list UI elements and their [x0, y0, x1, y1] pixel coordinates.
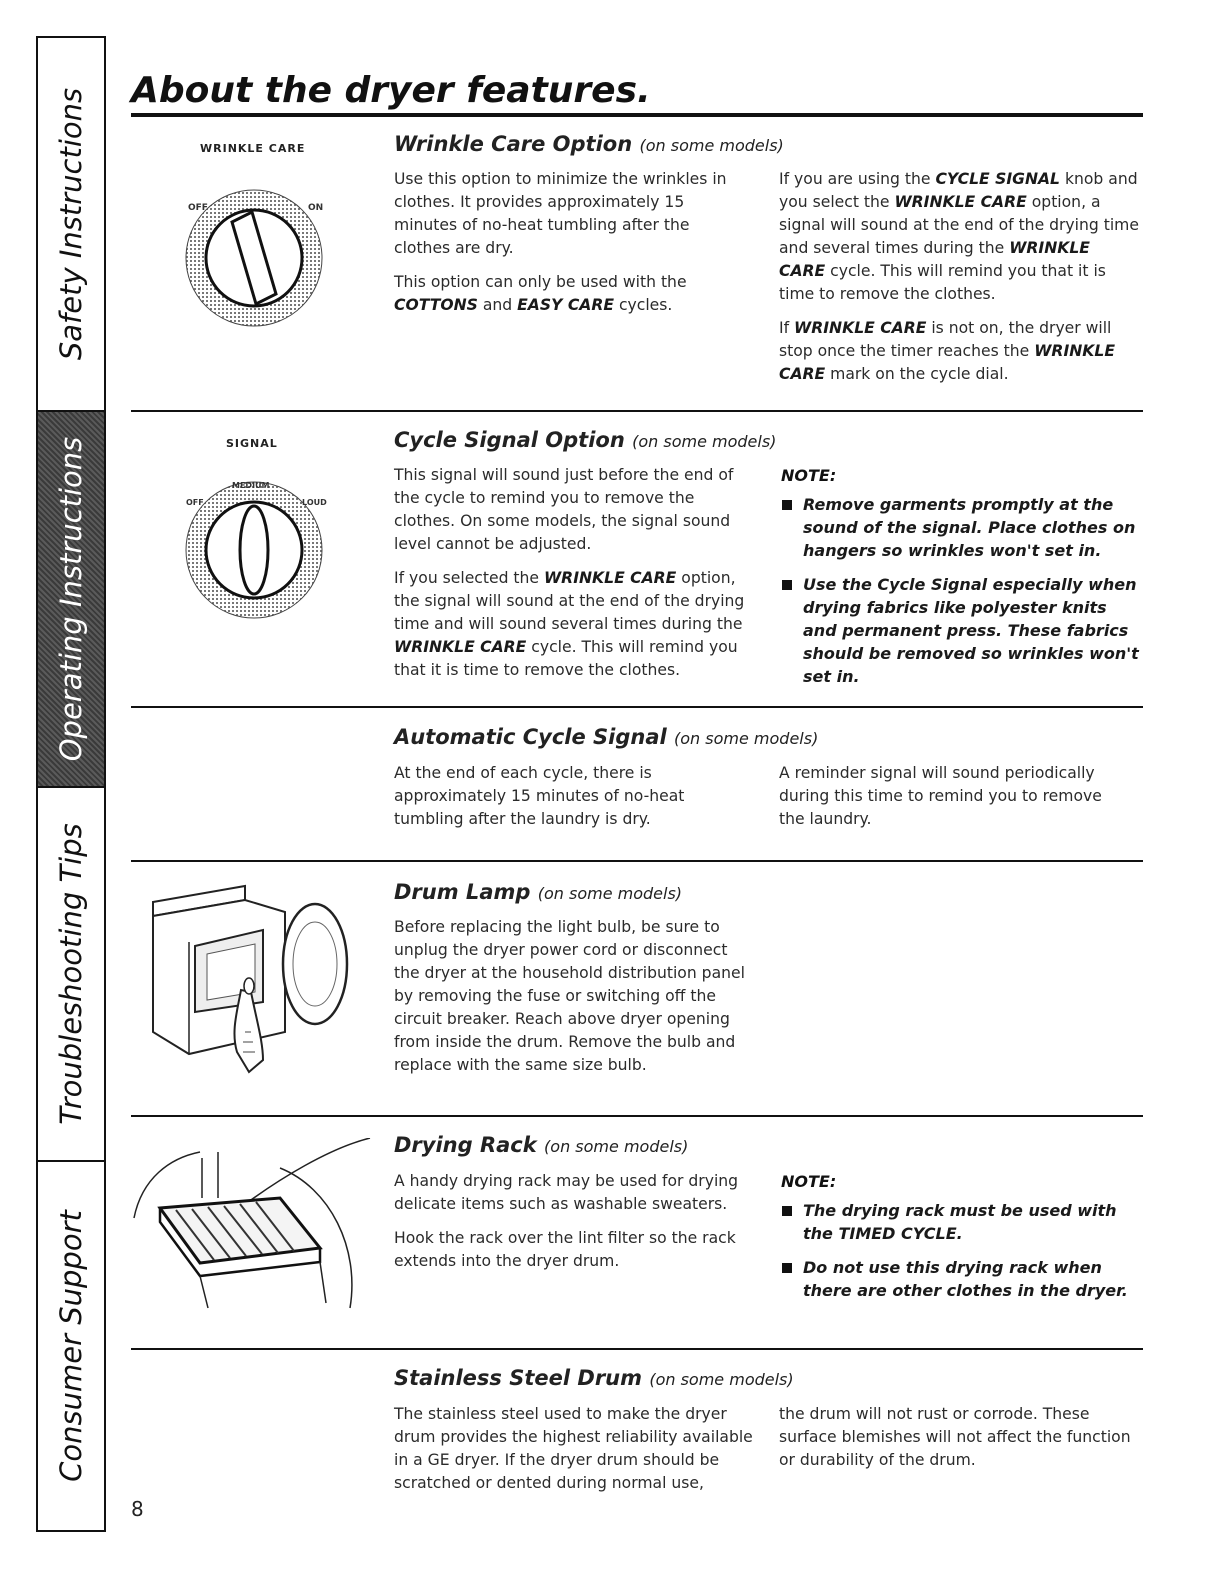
note-bullet: The drying rack must be used with the TIMED CYCLE. — [781, 1199, 1141, 1245]
tab-label: Consumer Support — [54, 1210, 88, 1482]
wrinkle-p2: This option can only be used with the COTTONS and EASY CARE cycles. — [394, 273, 687, 314]
automatic-cycle-signal-heading — [394, 725, 818, 749]
side-tab-bar — [36, 36, 106, 1532]
signal-p1: This signal will sound just before the end of the cycle to remind you to remove the clothes. On some models, the signal sound level cannot be adjusted. — [394, 466, 734, 553]
wrinkle-knob-on-label: ON — [308, 203, 324, 213]
tab-troubleshooting-tips[interactable] — [38, 788, 104, 1162]
wrinkle-care-heading — [394, 132, 784, 156]
heading-sub: (on some models) — [632, 432, 777, 451]
section-divider — [131, 1115, 1143, 1117]
note-heading: NOTE: — [781, 1172, 837, 1191]
tab-operating-instructions[interactable] — [38, 412, 104, 788]
tab-label: Operating Instructions — [54, 436, 88, 762]
cycle-signal-knob-illustration — [172, 470, 342, 635]
drum-lamp-illustration — [145, 882, 355, 1087]
cycle-signal-heading — [394, 428, 776, 452]
tab-label: Troubleshooting Tips — [54, 823, 88, 1125]
wrinkle-care-right-column — [779, 168, 1141, 386]
tab-consumer-support[interactable] — [38, 1162, 104, 1530]
heading-text: Cycle Signal Option — [394, 428, 625, 452]
tab-safety-instructions[interactable] — [38, 38, 104, 412]
page-number: 8 — [131, 1497, 144, 1521]
wrinkle-p3: If you are using the CYCLE SIGNAL knob and you select the WRINKLE CARE option, a signal will sound at the end of the drying time and several times during the WRINKLE CARE cycle. This will remind you that it is time to remove the clothes. — [779, 170, 1139, 303]
wrinkle-p4: If WRINKLE CARE is not on, the dryer will stop once the timer reaches the WRINKLE CARE mark on the cycle dial. — [779, 319, 1115, 383]
heading-sub: (on some models) — [674, 729, 819, 748]
wrinkle-care-knob-illustration — [170, 168, 340, 333]
section-divider — [131, 410, 1143, 412]
rack-p2: Hook the rack over the lint filter so the rack extends into the dryer drum. — [394, 1229, 736, 1270]
stainless-steel-drum-heading — [394, 1366, 794, 1390]
section-divider — [131, 1348, 1143, 1350]
section-divider — [131, 706, 1143, 708]
note-bullet: Remove garments promptly at the sound of the signal. Place clothes on hangers so wrinkles won't set in. — [781, 493, 1141, 562]
steel-p2: the drum will not rust or corrode. These surface blemishes will not affect the function or durability of the drum. — [779, 1405, 1131, 1469]
section-divider — [131, 860, 1143, 862]
note-bullet: Do not use this drying rack when there are other clothes in the dryer. — [781, 1256, 1141, 1302]
heading-text: Drying Rack — [394, 1133, 537, 1157]
wrinkle-care-left-column — [394, 168, 744, 317]
signal-p2: If you selected the WRINKLE CARE option, the signal will sound at the end of the drying time and will sound several times during the WRINKLE CARE cycle. This will remind you that it is time to remove the clothes. — [394, 569, 745, 679]
steel-p1: The stainless steel used to make the dryer drum provides the highest reliability available in a GE dryer. If the dryer drum should be scratched or dented during normal use, — [394, 1405, 753, 1492]
heading-sub: (on some models) — [649, 1370, 794, 1389]
heading-text: Automatic Cycle Signal — [394, 725, 667, 749]
heading-text: Stainless Steel Drum — [394, 1366, 643, 1390]
page-title: About the dryer features. — [131, 70, 651, 111]
rack-p1: A handy drying rack may be used for drying delicate items such as washable sweaters. — [394, 1172, 739, 1213]
lamp-p1: Before replacing the light bulb, be sure to unplug the dryer power cord or disconnect the dryer at the household distribution panel by removing the fuse or switching off the circuit breaker. Reach above dryer opening from inside the drum. Remove the bulb and replace with the same size bulb. — [394, 918, 745, 1074]
cycle-signal-left-column — [394, 464, 749, 682]
signal-knob-loud-label: LOUD — [302, 498, 327, 507]
heading-text: Wrinkle Care Option — [394, 132, 633, 156]
auto-p1: At the end of each cycle, there is approximately 15 minutes of no-heat tumbling after the laundry is dry. — [394, 764, 685, 828]
wrinkle-p1: Use this option to minimize the wrinkles in clothes. It provides approximately 15 minutes of no-heat tumbling after the clothes are dry. — [394, 170, 727, 257]
title-rule — [131, 113, 1143, 117]
cycle-signal-note — [781, 466, 1141, 699]
drum-lamp-heading — [394, 880, 682, 904]
drying-rack-illustration — [130, 1138, 375, 1318]
signal-knob-title: SIGNAL — [226, 437, 278, 450]
heading-sub: (on some models) — [537, 884, 683, 903]
note-heading: NOTE: — [781, 466, 837, 485]
drying-rack-note — [781, 1172, 1141, 1313]
tab-label: Safety Instructions — [54, 87, 88, 361]
heading-sub: (on some models) — [639, 136, 784, 155]
wrinkle-knob-title: WRINKLE CARE — [200, 142, 306, 155]
signal-knob-off-label: OFF — [186, 498, 204, 507]
drying-rack-left-column — [394, 1170, 749, 1273]
heading-sub: (on some models) — [544, 1137, 689, 1156]
auto-p2: A reminder signal will sound periodically during this time to remind you to remove the laundry. — [779, 764, 1102, 828]
wrinkle-knob-off-label: OFF — [188, 203, 208, 213]
signal-knob-medium-label: MEDIUM — [232, 481, 270, 490]
heading-text: Drum Lamp — [394, 880, 531, 904]
drying-rack-heading — [394, 1133, 688, 1157]
note-bullet: Use the Cycle Signal especially when drying fabrics like polyester knits and permanent press. These fabrics should be removed so wrinkles won't set in. — [781, 573, 1141, 688]
